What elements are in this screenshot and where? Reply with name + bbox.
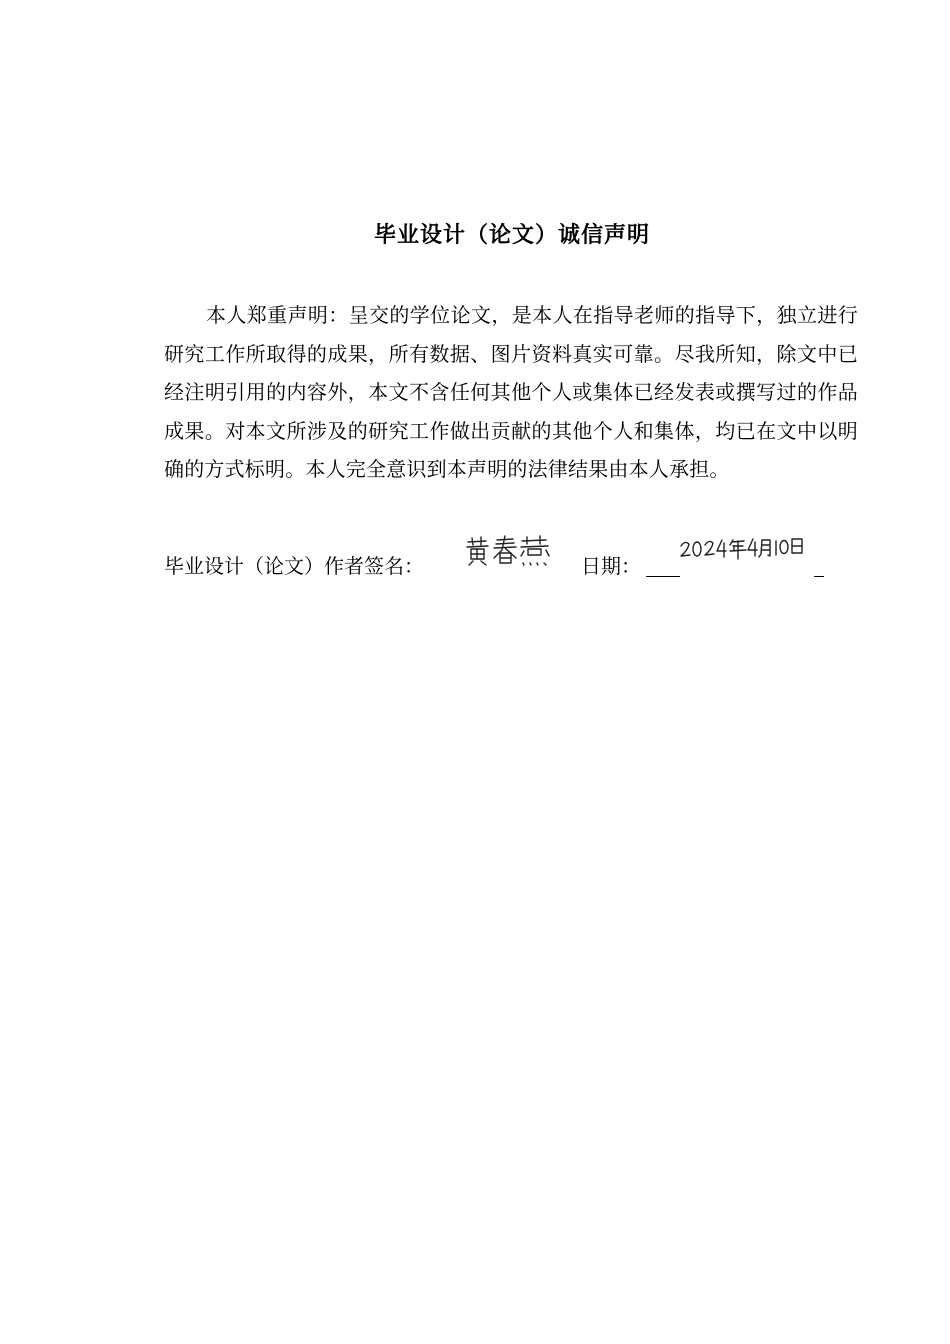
handwritten-date bbox=[678, 532, 808, 566]
author-signature-label: 毕业设计（论文）作者签名： bbox=[164, 554, 424, 578]
handwritten-signature bbox=[464, 532, 554, 568]
date-underline bbox=[646, 576, 680, 577]
date-underline-tail bbox=[814, 576, 824, 577]
declaration-body: 本人郑重声明：呈交的学位论文，是本人在指导老师的指导下，独立进行研究工作所取得的成果，所有数据、图片资料真实可靠。尽我所知，除文中已经注明引用的内容外，本文不含任何其他个人或集体已经发表或撰写过的作品成果。对本文所涉及的研究工作做出贡献的其他个人和集体，均已在文中以明确的方式标明。本人完全意识到本声明的法律结果由本人承担。 bbox=[164, 303, 858, 481]
date-label: 日期： bbox=[581, 554, 641, 578]
page-title: 毕业设计（论文）诚信声明 bbox=[373, 223, 650, 248]
